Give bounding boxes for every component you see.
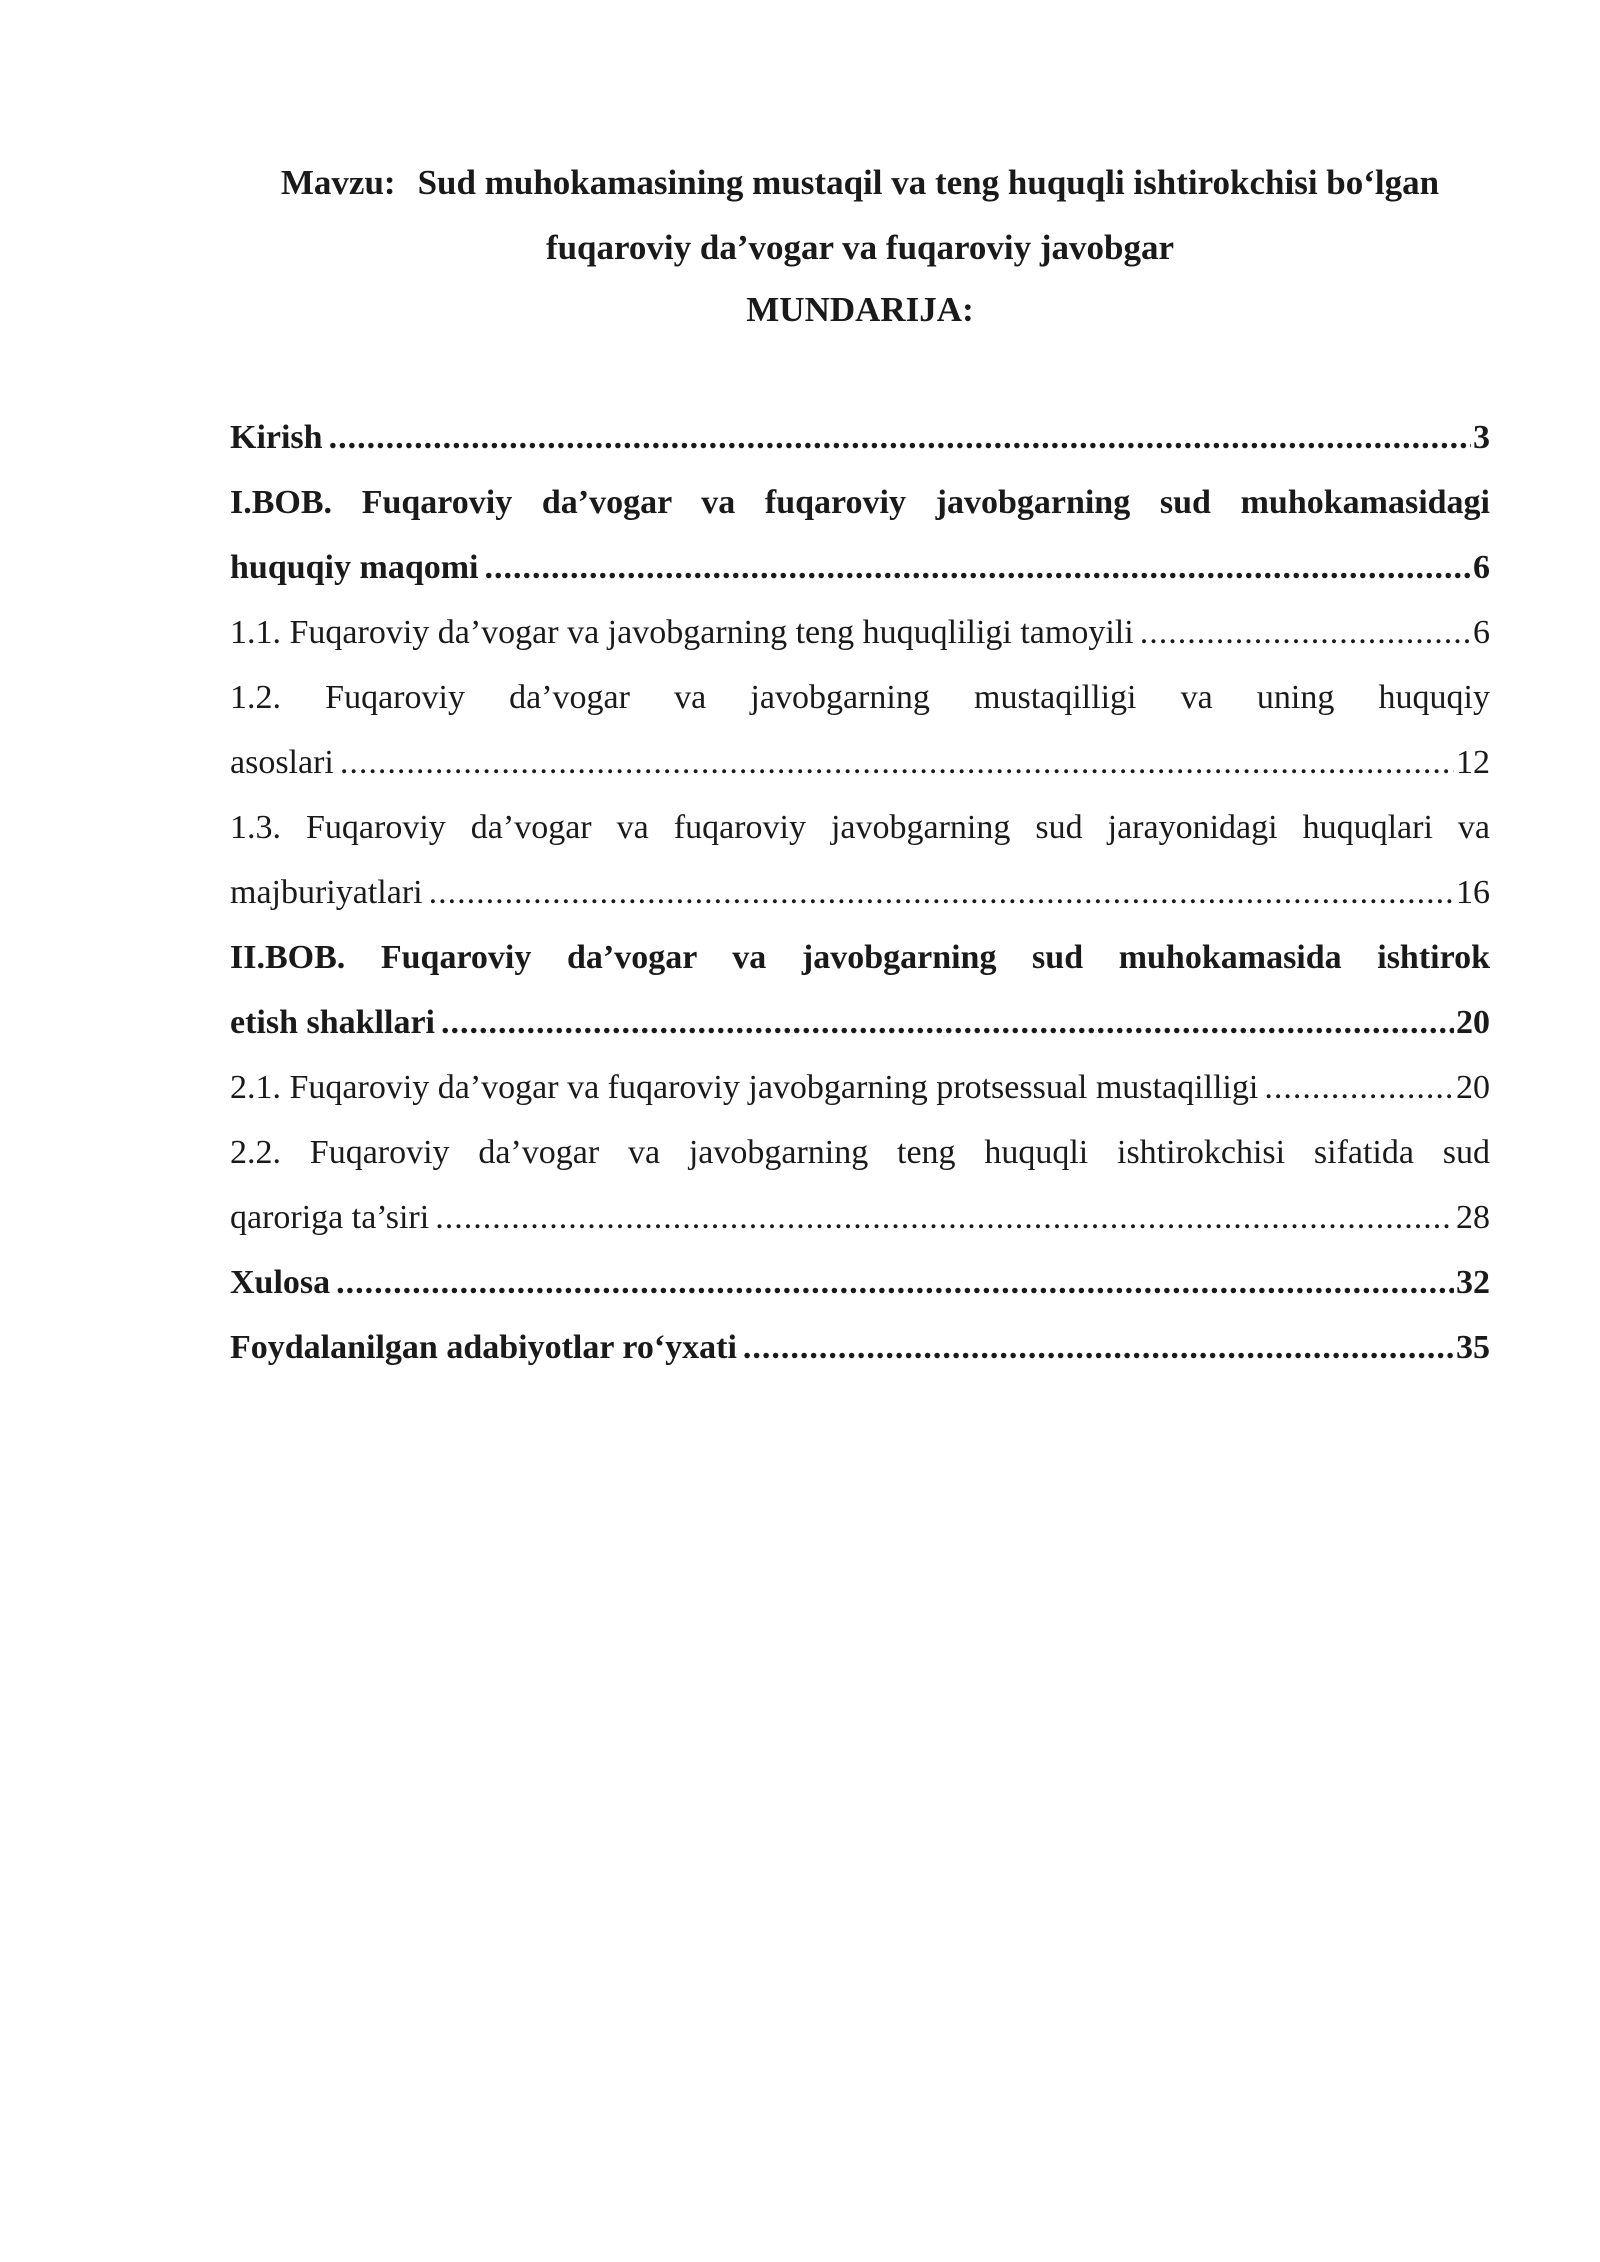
dot-leader <box>429 860 1454 925</box>
toc-heading: MUNDARIJA: <box>746 290 974 329</box>
toc-entry-title: Kirish <box>230 419 323 456</box>
toc-entry[interactable] <box>230 1055 1490 1120</box>
toc-entry-text-line: 1.2. Fuqaroviy da’vogar va javobgarning mustaqilligi va uning huquqiy <box>230 679 1490 716</box>
dot-leader <box>441 990 1454 1055</box>
toc-page-number: 20 <box>1456 1069 1490 1106</box>
toc-entry-last-line <box>230 1185 1490 1250</box>
toc-entry-text-line: 2.2. Fuqaroviy da’vogar va javobgarning teng huquqli ishtirokchisi sifatida sud <box>230 1134 1490 1171</box>
toc-entry-last-line <box>230 535 1490 600</box>
toc-entry-last-line <box>230 1250 1490 1315</box>
toc-entry-title: Xulosa <box>230 1264 331 1301</box>
toc-entry-last-line <box>230 730 1490 795</box>
title-label: Mavzu: <box>280 163 396 202</box>
dot-leader <box>340 730 1454 795</box>
toc-entry-last-line <box>230 600 1490 665</box>
dot-leader <box>329 405 1471 470</box>
toc-page-number: 32 <box>1456 1264 1490 1301</box>
toc-entry-title: Foydalanilgan adabiyotlar ro‘yxati <box>230 1329 737 1366</box>
toc-entry[interactable] <box>230 1250 1490 1315</box>
toc-entry-title: 2.1. Fuqaroviy da’vogar va fuqaroviy javobgarning protsessual mustaqilligi <box>230 1069 1259 1106</box>
toc-entry-title: etish shakllari <box>230 1004 435 1041</box>
toc-page-number: 12 <box>1456 744 1490 781</box>
title-line-1 <box>230 150 1490 215</box>
toc-entry[interactable] <box>230 1120 1490 1250</box>
toc-entry[interactable] <box>230 405 1490 470</box>
document-title <box>230 150 1490 280</box>
toc-entry-title: huquqiy maqomi <box>230 549 479 586</box>
toc-entry[interactable] <box>230 1315 1490 1380</box>
table-of-contents <box>230 405 1490 1380</box>
dot-leader <box>1264 1055 1454 1120</box>
toc-entry-last-line <box>230 1315 1490 1380</box>
toc-entry[interactable] <box>230 665 1490 795</box>
toc-page-number: 16 <box>1456 874 1490 911</box>
dot-leader <box>336 1250 1454 1315</box>
toc-entry-title: majburiyatlari <box>230 874 423 911</box>
toc-page-number: 35 <box>1456 1329 1490 1366</box>
toc-page-number: 6 <box>1473 614 1490 651</box>
toc-page-number: 3 <box>1473 419 1490 456</box>
toc-entry-title: qaroriga ta’siri <box>230 1199 430 1236</box>
dot-leader <box>435 1185 1454 1250</box>
toc-page-number: 20 <box>1456 1004 1490 1041</box>
title-line-2: fuqaroviy da’vogar va fuqaroviy javobgar <box>545 228 1175 267</box>
toc-entry-title: 1.1. Fuqaroviy da’vogar va javobgarning teng huquqliligi tamoyili <box>230 614 1134 651</box>
toc-page-number: 6 <box>1473 549 1490 586</box>
toc-entry-text-line: I.BOB. Fuqaroviy da’vogar va fuqaroviy javobgarning sud muhokamasidagi <box>230 484 1490 521</box>
toc-entry[interactable] <box>230 795 1490 925</box>
toc-entry-last-line <box>230 1055 1490 1120</box>
toc-entry-last-line <box>230 990 1490 1055</box>
toc-entry-title: asoslari <box>230 744 334 781</box>
toc-entry-text-line: II.BOB. Fuqaroviy da’vogar va javobgarning sud muhokamasida ishtirok <box>230 939 1490 976</box>
toc-entry-text-line: 1.3. Fuqaroviy da’vogar va fuqaroviy javobgarning sud jarayonidagi huquqlari va <box>230 809 1490 846</box>
toc-entry[interactable] <box>230 470 1490 600</box>
toc-entry-last-line <box>230 405 1490 470</box>
dot-leader <box>743 1315 1454 1380</box>
dot-leader <box>1140 600 1471 665</box>
title-text-line-1: Sud muhokamasining mustaqil va teng huquqli ishtirokchisi bo‘lgan <box>417 163 1440 202</box>
toc-page-number: 28 <box>1456 1199 1490 1236</box>
dot-leader <box>485 535 1472 600</box>
toc-entry[interactable] <box>230 600 1490 665</box>
toc-entry-last-line <box>230 860 1490 925</box>
toc-entry[interactable] <box>230 925 1490 1055</box>
